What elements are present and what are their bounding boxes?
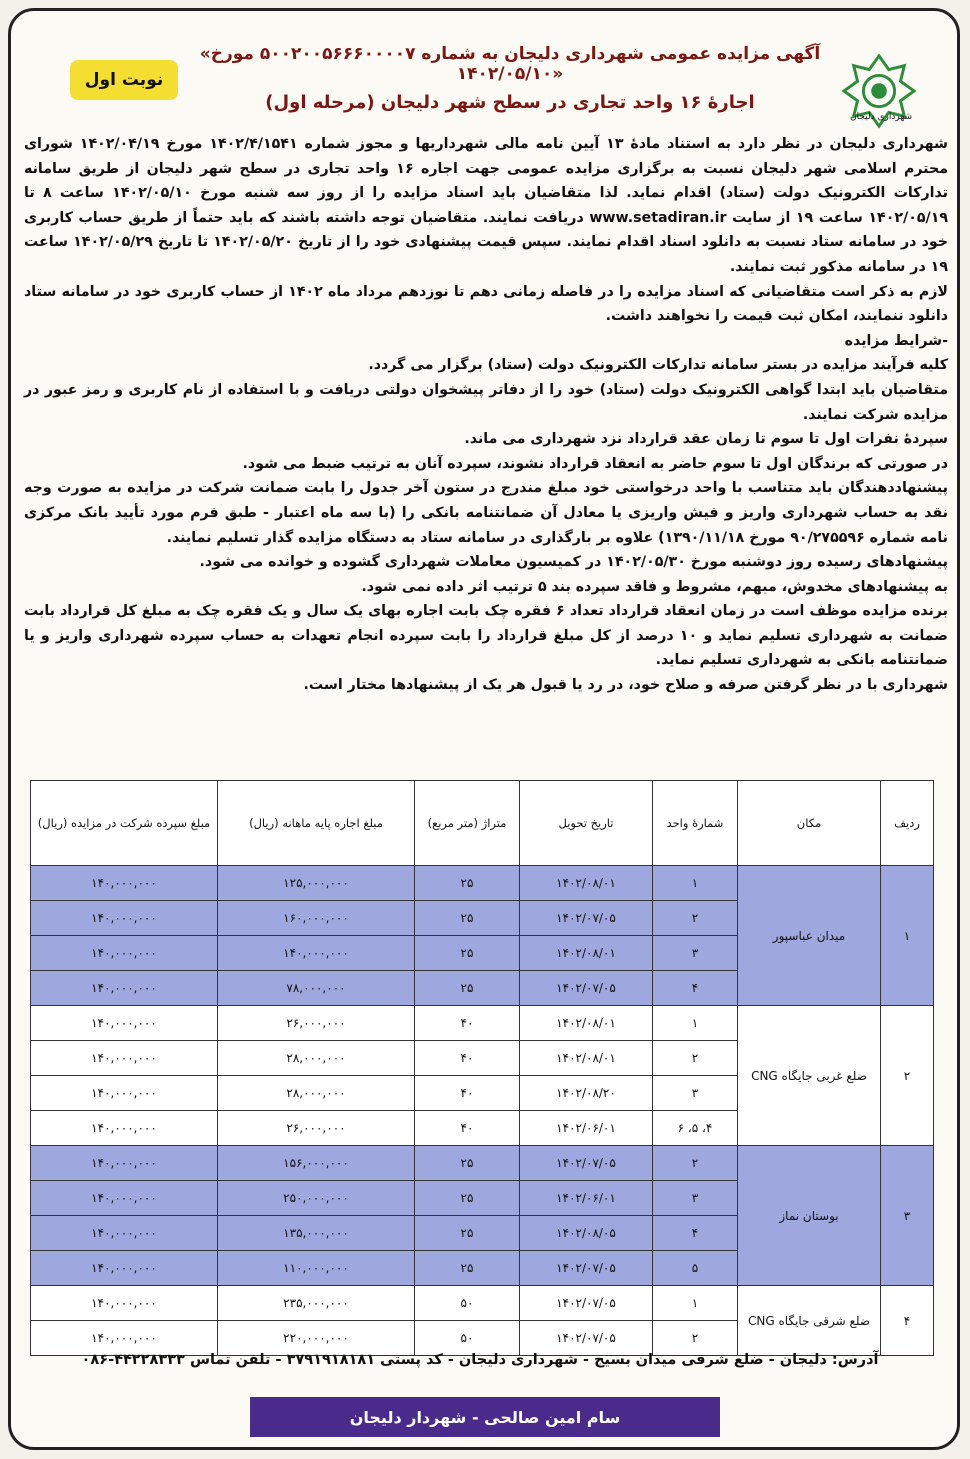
logo-caption: شهرداری دلیجان	[849, 112, 913, 122]
cell-deposit: ۱۴۰,۰۰۰,۰۰۰	[31, 866, 218, 901]
table-row	[31, 1286, 934, 1321]
cell-monthly-rent: ۲۸,۰۰۰,۰۰۰	[218, 1076, 415, 1111]
condition-item: به پیشنهادهای مخدوش، مبهم، مشروط و فاقد سپرده بند ۵ ترتیب اثر داده نمی شود.	[361, 578, 948, 595]
cell-monthly-rent: ۱۶۰,۰۰۰,۰۰۰	[218, 901, 415, 936]
cell-monthly-rent: ۱۳۵,۰۰۰,۰۰۰	[218, 1216, 415, 1251]
cell-delivery-date: ۱۴۰۲/۰۸/۰۱	[520, 1006, 653, 1041]
cell-unit-no: ۲	[653, 1321, 738, 1356]
header-monthly-rent: مبلغ اجاره پایه ماهانه (ریال)	[218, 781, 415, 866]
cell-deposit: ۱۴۰,۰۰۰,۰۰۰	[31, 901, 218, 936]
cell-monthly-rent: ۲۸,۰۰۰,۰۰۰	[218, 1041, 415, 1076]
cell-delivery-date: ۱۴۰۲/۰۷/۰۵	[520, 971, 653, 1006]
header-deposit: مبلغ سپرده شرکت در مزایده (ریال)	[31, 781, 218, 866]
cell-delivery-date: ۱۴۰۲/۰۷/۰۵	[520, 901, 653, 936]
cell-area: ۴۰	[415, 1111, 520, 1146]
cell-deposit: ۱۴۰,۰۰۰,۰۰۰	[31, 936, 218, 971]
cell-unit-no: ۱	[653, 866, 738, 901]
notice-subtitle: اجارهٔ ۱۶ واحد تجاری در سطح شهر دلیجان (مرحله اول)	[265, 92, 755, 113]
cell-unit-no: ۵	[653, 1251, 738, 1286]
cell-deposit: ۱۴۰,۰۰۰,۰۰۰	[31, 1251, 218, 1286]
cell-row-no: ۳	[881, 1146, 934, 1286]
cell-area: ۲۵	[415, 866, 520, 901]
cell-monthly-rent: ۲۶,۰۰۰,۰۰۰	[218, 1111, 415, 1146]
cell-unit-no: ۳	[653, 936, 738, 971]
condition-item: در صورتی که برندگان اول تا سوم حاضر به انعقاد قرارداد نشوند، سپرده آنان به ترتیب ضبط می شود.	[242, 455, 948, 472]
cell-unit-no: ۲	[653, 1041, 738, 1076]
cell-unit-no: ۱	[653, 1006, 738, 1041]
header-unit-no: شمارهٔ واحد	[653, 781, 738, 866]
cell-delivery-date: ۱۴۰۲/۰۸/۰۵	[520, 1216, 653, 1251]
table-header-row	[31, 781, 934, 866]
condition-item: شهرداری با در نظر گرفتن صرفه و صلاح خود، در رد یا قبول هر یک از پیشنهادها مختار است.	[303, 677, 948, 694]
header-delivery-date: تاریخ تحویل	[520, 781, 653, 866]
cell-area: ۲۵	[415, 901, 520, 936]
cell-deposit: ۱۴۰,۰۰۰,۰۰۰	[31, 1321, 218, 1356]
cell-delivery-date: ۱۴۰۲/۰۷/۰۵	[520, 1251, 653, 1286]
cell-location: میدان عباسپور	[738, 866, 881, 1006]
cell-location: ضلع غربی جایگاه CNG	[738, 1006, 881, 1146]
mayor-signature-bar: سام امین صالحی - شهردار دلیجان	[250, 1397, 720, 1437]
cell-deposit: ۱۴۰,۰۰۰,۰۰۰	[31, 1181, 218, 1216]
condition-item: سپردهٔ نفرات اول تا سوم تا زمان عقد قرارداد نزد شهرداری می ماند.	[464, 431, 948, 448]
cell-area: ۵۰	[415, 1321, 520, 1356]
cell-delivery-date: ۱۴۰۲/۰۸/۰۱	[520, 1041, 653, 1076]
cell-monthly-rent: ۱۵۶,۰۰۰,۰۰۰	[218, 1146, 415, 1181]
condition-item: پیشنهادهای رسیده روز دوشنبه مورخ ۱۴۰۲/۰۵/۳۰ در کمیسیون معاملات شهرداری گشوده و خوانده می شود.	[199, 554, 948, 571]
cell-area: ۴۰	[415, 1076, 520, 1111]
cell-unit-no: ۴، ۵، ۶	[653, 1111, 738, 1146]
contact-address: آدرس: دلیجان - ضلع شرقی میدان بسیج - شهرداری دلیجان - کد پستی ۳۷۹۱۹۱۸۱۸۱ - تلفن تماس ۴۴۲۲۸۳۳۳-۰۸۶	[81, 1352, 879, 1368]
cell-monthly-rent: ۲۶,۰۰۰,۰۰۰	[218, 1006, 415, 1041]
cell-deposit: ۱۴۰,۰۰۰,۰۰۰	[31, 1076, 218, 1111]
cell-deposit: ۱۴۰,۰۰۰,۰۰۰	[31, 1006, 218, 1041]
cell-deposit: ۱۴۰,۰۰۰,۰۰۰	[31, 1041, 218, 1076]
cell-area: ۲۵	[415, 1216, 520, 1251]
cell-area: ۴۰	[415, 1006, 520, 1041]
header-location: مکان	[738, 781, 881, 866]
cell-delivery-date: ۱۴۰۲/۰۶/۰۱	[520, 1111, 653, 1146]
cell-unit-no: ۴	[653, 971, 738, 1006]
paragraph-intro: شهرداری دلیجان در نظر دارد به استناد مادهٔ ۱۳ آیین نامه مالی شهرداریها و مجوز شماره ۱۴۰۲/۴/۱۵۴۱ مورخ ۱۴۰۲/۰۴/۱۹ شورای محترم اسلامی شهر دلیجان نسبت به برگزاری مزایده عمومی جهت اجاره ۱۶ واحد تجاری در سطح شهر دلیجان از طریق سامانه تدارکات الکترونیک دولت (ستاد) اقدام نماید. لذا متقاضیان باید اسناد مزایده را از روز سه شنبه مورخ ۱۴۰۲/۰۵/۱۰ ساعت ۸ تا ۱۴۰۲/۰۵/۱۹ ساعت ۱۹ از سایت www.setadiran.ir دریافت نمایند. متقاضیان توجه داشته باشند که باید حتماً از طریق حساب کاربری خود در سامانه ستاد نسبت به دانلود اسناد اقدام نمایند. سپس قیمت پیشنهادی خود را از تاریخ ۱۴۰۲/۰۵/۲۰ تا تاریخ ۱۴۰۲/۰۵/۲۹ ساعت ۱۹ در سامانه مذکور ثبت نمایند.	[24, 136, 949, 275]
conditions-heading: -شرایط مزایده	[844, 332, 948, 349]
first-turn-badge: نوبت اول	[70, 60, 178, 100]
paragraph-download-note: لازم به ذکر است متقاضیانی که اسناد مزایده را در فاصله زمانی دهم تا نوزدهم مرداد ماه ۱۴۰۲ از حساب کاربری خود در سامانه ستاد دانلود ننمایند، امکان ثبت قیمت را نخواهند داشت.	[24, 283, 948, 325]
condition-item: متقاضیان باید ابتدا گواهی الکترونیک دولت (ستاد) خود را از دفاتر پیشخوان دولتی دریافت و با استفاده از نام کاربری و رمز عبور در مزایده شرکت نمایند.	[24, 381, 948, 423]
cell-monthly-rent: ۲۳۵,۰۰۰,۰۰۰	[218, 1286, 415, 1321]
cell-monthly-rent: ۲۵۰,۰۰۰,۰۰۰	[218, 1181, 415, 1216]
header-row-no: ردیف	[881, 781, 934, 866]
condition-item: پیشنهاددهندگان باید متناسب با واحد درخواستی خود مبلغ مندرج در ستون آخر جدول را بابت ضمانت شرکت در مزایده به صورت وجه نقد به حساب شهرداری واریز و فیش واریزی یا معادل آن ضمانتنامه بانکی را (با سه ماه اعتبار - طبق فرم مورد تأیید بانک مرکزی نامه شماره ۹۰/۲۷۵۵۹۶ مورخ ۱۳۹۰/۱۱/۱۸) علاوه بر بارگذاری در سامانه ستاد به دستگاه مزایده گذار تسلیم نمایند.	[24, 480, 948, 546]
cell-deposit: ۱۴۰,۰۰۰,۰۰۰	[31, 1216, 218, 1251]
cell-location: ضلع شرقی جایگاه CNG	[738, 1286, 881, 1356]
cell-delivery-date: ۱۴۰۲/۰۶/۰۱	[520, 1181, 653, 1216]
cell-deposit: ۱۴۰,۰۰۰,۰۰۰	[31, 1286, 218, 1321]
cell-deposit: ۱۴۰,۰۰۰,۰۰۰	[31, 1146, 218, 1181]
cell-monthly-rent: ۷۸,۰۰۰,۰۰۰	[218, 971, 415, 1006]
table-row	[31, 1146, 934, 1181]
cell-area: ۵۰	[415, 1286, 520, 1321]
cell-monthly-rent: ۱۱۰,۰۰۰,۰۰۰	[218, 1251, 415, 1286]
cell-row-no: ۴	[881, 1286, 934, 1356]
cell-unit-no: ۳	[653, 1076, 738, 1111]
header-area: متراژ (متر مربع)	[415, 781, 520, 866]
cell-unit-no: ۲	[653, 901, 738, 936]
cell-area: ۲۵	[415, 1181, 520, 1216]
cell-unit-no: ۱	[653, 1286, 738, 1321]
cell-area: ۲۵	[415, 971, 520, 1006]
cell-delivery-date: ۱۴۰۲/۰۸/۰۱	[520, 866, 653, 901]
cell-monthly-rent: ۱۲۵,۰۰۰,۰۰۰	[218, 866, 415, 901]
table-row	[31, 866, 934, 901]
cell-area: ۲۵	[415, 1146, 520, 1181]
condition-item: کلیه فرآیند مزایده در بستر سامانه تدارکات الکترونیک دولت (ستاد) برگزار می گردد.	[368, 357, 948, 374]
cell-monthly-rent: ۱۴۰,۰۰۰,۰۰۰	[218, 936, 415, 971]
cell-row-no: ۲	[881, 1006, 934, 1146]
cell-delivery-date: ۱۴۰۲/۰۸/۰۱	[520, 936, 653, 971]
cell-delivery-date: ۱۴۰۲/۰۸/۲۰	[520, 1076, 653, 1111]
table-row	[31, 1006, 934, 1041]
cell-delivery-date: ۱۴۰۲/۰۷/۰۵	[520, 1146, 653, 1181]
cell-area: ۲۵	[415, 1251, 520, 1286]
cell-area: ۲۵	[415, 936, 520, 971]
notice-body	[24, 132, 948, 698]
cell-unit-no: ۴	[653, 1216, 738, 1251]
cell-unit-no: ۳	[653, 1181, 738, 1216]
cell-delivery-date: ۱۴۰۲/۰۷/۰۵	[520, 1321, 653, 1356]
cell-delivery-date: ۱۴۰۲/۰۷/۰۵	[520, 1286, 653, 1321]
units-table	[30, 780, 934, 1356]
cell-area: ۴۰	[415, 1041, 520, 1076]
condition-item: برنده مزایده موظف است در زمان انعقاد قرارداد تعداد ۶ فقره چک بابت اجاره بهای یک سال و یک فقره چک به مبلغ کل قرارداد بابت ضمانت به شهرداری تسلیم نماید و ۱۰ درصد از کل مبلغ قرارداد را بابت سپرده انجام تعهدات به حساب سپرده شهرداری واریز و یا ضمانتنامه بانکی به شهرداری تسلیم نماید.	[24, 603, 949, 669]
cell-location: بوستان نماز	[738, 1146, 881, 1286]
cell-unit-no: ۲	[653, 1146, 738, 1181]
notice-title: «آگهی مزایده عمومی شهرداری دلیجان به شماره ۵۰۰۲۰۰۵۶۶۶۰۰۰۰۷ مورخ ۱۴۰۲/۰۵/۱۰»	[199, 44, 821, 84]
cell-deposit: ۱۴۰,۰۰۰,۰۰۰	[31, 971, 218, 1006]
cell-row-no: ۱	[881, 866, 934, 1006]
cell-monthly-rent: ۲۲۰,۰۰۰,۰۰۰	[218, 1321, 415, 1356]
cell-deposit: ۱۴۰,۰۰۰,۰۰۰	[31, 1111, 218, 1146]
